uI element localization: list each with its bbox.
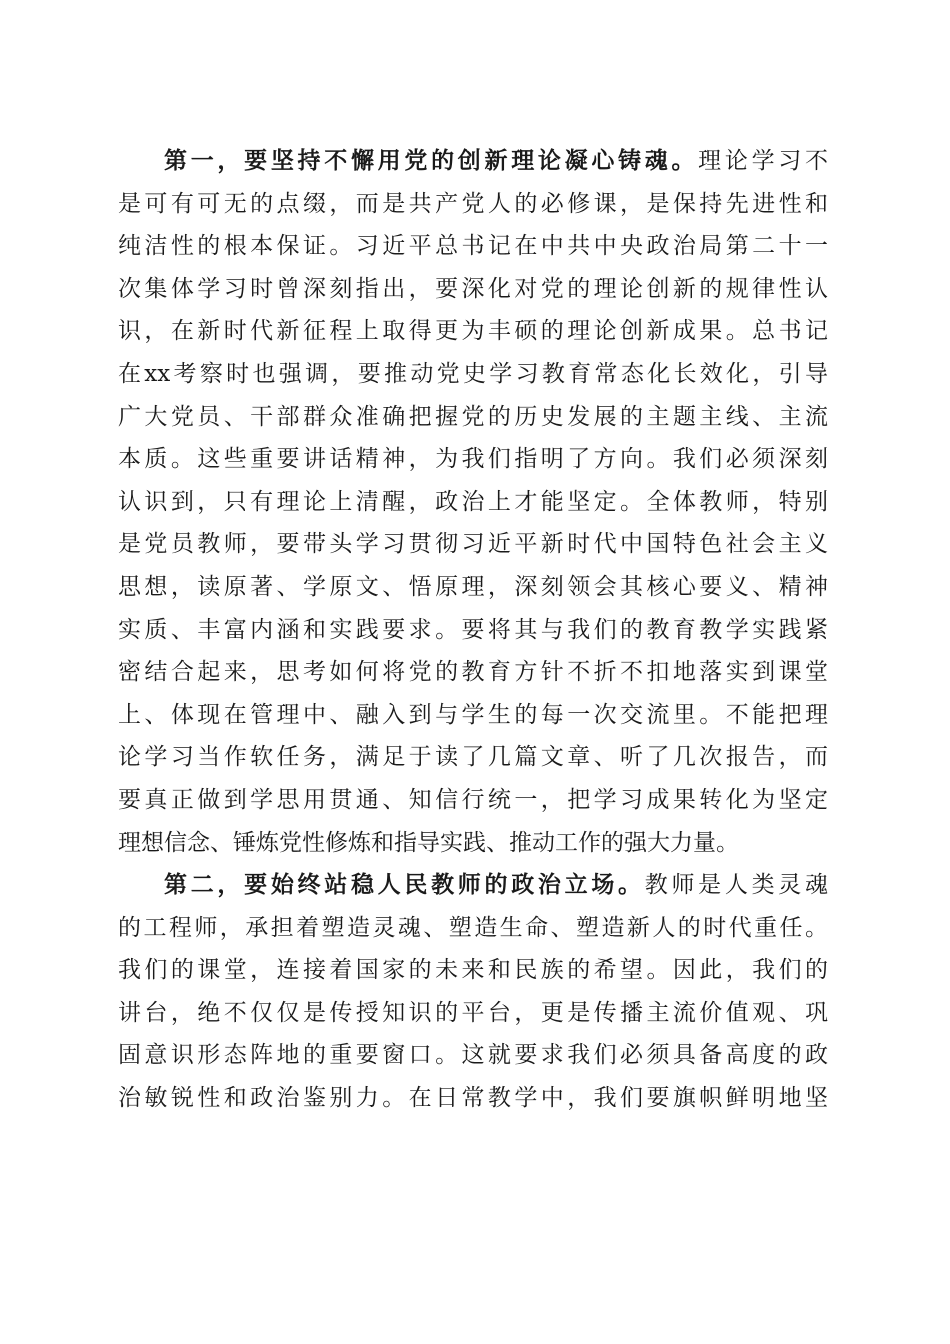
paragraph-line: 认识到，只有理论上清醒，政治上才能坚定。全体教师，特别	[118, 488, 828, 515]
paragraph-line: 思想，读原著、学原文、悟原理，深刻领会其核心要义、精神	[118, 573, 828, 600]
paragraph-line: 在xx考察时也强调，要推动党史学习教育常态化长效化，引导	[118, 360, 828, 387]
paragraph-2	[118, 864, 828, 1120]
paragraph-line: 本质。这些重要讲话精神，为我们指明了方向。我们必须深刻	[118, 446, 828, 473]
paragraph-line: 我们的课堂，连接着国家的未来和民族的希望。因此，我们的	[118, 957, 828, 984]
paragraph-line: 是党员教师，要带头学习贯彻习近平新时代中国特色社会主义	[118, 531, 828, 558]
paragraph-line: 实质、丰富内涵和实践要求。要将其与我们的教育教学实践紧	[118, 616, 828, 643]
paragraph-line: 次集体学习时曾深刻指出，要深化对党的理论创新的规律性认	[118, 275, 828, 302]
body-text	[118, 140, 828, 1120]
paragraph-line: 密结合起来，思考如何将党的教育方针不折不扣地落实到课堂	[118, 659, 828, 686]
paragraph-line: 第一，要坚持不懈用党的创新理论凝心铸魂。理论学习不	[164, 147, 829, 174]
paragraph-lead: 第一，要坚持不懈用党的创新理论凝心铸魂。	[164, 147, 699, 174]
paragraph-line: 的工程师，承担着塑造灵魂、塑造生命、塑造新人的时代重任。	[118, 914, 828, 941]
paragraph-line: 纯洁性的根本保证。习近平总书记在中共中央政治局第二十一	[118, 233, 828, 260]
paragraph-line: 固意识形态阵地的重要窗口。这就要求我们必须具备高度的政	[118, 1042, 828, 1069]
paragraph-line: 理想信念、锤炼党性修炼和指导实践、推动工作的强大力量。	[118, 829, 739, 856]
paragraph-line: 上、体现在管理中、融入到与学生的每一次交流里。不能把理	[118, 701, 828, 728]
paragraph-lead: 第二，要始终站稳人民教师的政治立场。	[164, 871, 645, 899]
paragraph-1	[118, 140, 828, 864]
paragraph-line: 是可有可无的点缀，而是共产党人的必修课，是保持先进性和	[118, 190, 828, 217]
paragraph-line: 第二，要始终站稳人民教师的政治立场。教师是人类灵魂	[164, 871, 829, 899]
paragraph-line: 识，在新时代新征程上取得更为丰硕的理论创新成果。总书记	[118, 318, 828, 345]
paragraph-line: 治敏锐性和政治鉴别力。在日常教学中，我们要旗帜鲜明地坚	[118, 1085, 828, 1112]
paragraph-line: 论学习当作软任务，满足于读了几篇文章、听了几次报告，而	[118, 744, 828, 771]
paragraph-line: 讲台，绝不仅仅是传授知识的平台，更是传播主流价值观、巩	[118, 999, 828, 1026]
paragraph-line: 要真正做到学思用贯通、知信行统一，把学习成果转化为坚定	[118, 786, 828, 813]
paragraph-line: 广大党员、干部群众准确把握党的历史发展的主题主线、主流	[118, 403, 828, 430]
